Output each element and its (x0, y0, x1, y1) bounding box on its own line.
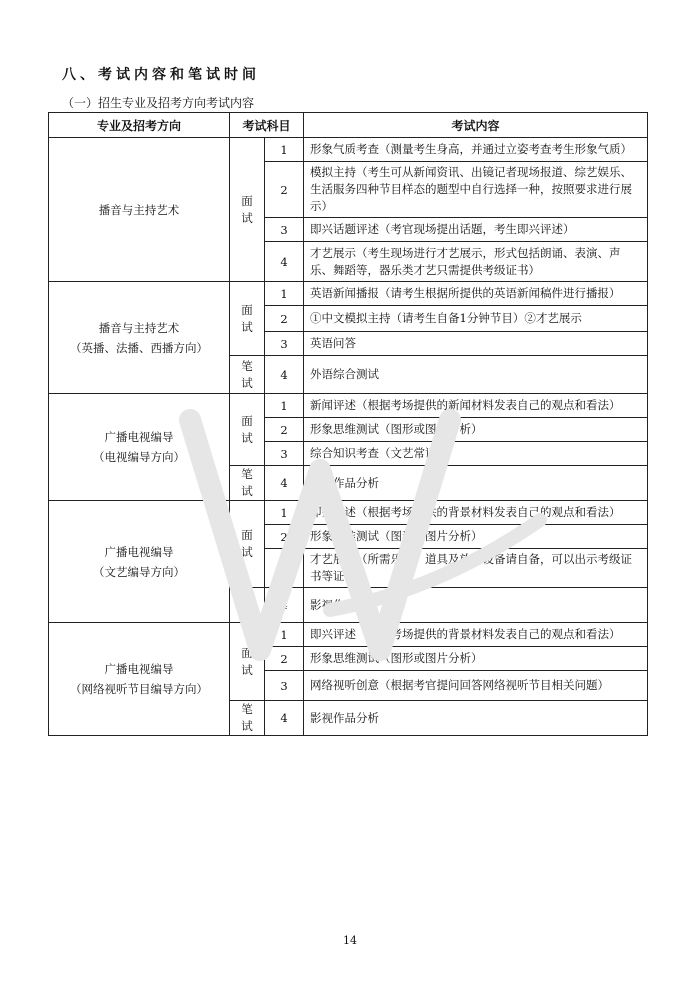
exam-type-cell (230, 282, 265, 356)
item-content: 即兴评述（根据考场提供的背景材料发表自己的观点和看法） (304, 501, 648, 525)
table-row (49, 394, 648, 418)
item-content: 影视作品分析 (304, 588, 648, 623)
item-number: 4 (265, 701, 304, 736)
item-content: 新闻评述（根据考场提供的新闻材料发表自己的观点和看法） (304, 394, 648, 418)
exam-type-label: 笔试 (241, 702, 253, 733)
table-header-row (49, 113, 648, 138)
exam-type-cell (230, 501, 265, 588)
item-content: 形象思维测试（图形或图片分析） (304, 418, 648, 442)
exam-type-label: 面试 (241, 528, 253, 559)
exam-type-cell (230, 588, 265, 623)
major-line: （英播、法播、西播方向） (70, 340, 208, 355)
item-content: 综合知识考查（文艺常识） (304, 442, 648, 466)
item-number: 1 (265, 394, 304, 418)
major-cell (49, 394, 230, 501)
page-number: 14 (343, 934, 357, 947)
item-content: 即兴话题评述（考官现场提出话题，考生即兴评述） (304, 218, 648, 242)
item-number: 3 (265, 671, 304, 701)
major-line: 播音与主持艺术 (98, 202, 180, 217)
item-content: 形象思维测试（图形或图片分析） (304, 647, 648, 671)
exam-content-table (48, 112, 648, 736)
item-content: 模拟主持（考生可从新闻资讯、出镜记者现场报道、综艺娱乐、生活服务四种节目样态的题型中自行选择一种，按照要求进行展示） (304, 162, 648, 218)
major-cell (49, 623, 230, 736)
item-number: 3 (265, 332, 304, 356)
exam-type-label: 面试 (241, 413, 253, 445)
item-content: 即兴评述（根据考场提供的背景材料发表自己的观点和看法） (304, 623, 648, 647)
item-content: ①中文模拟主持（请考生自备1分钟节目）②才艺展示 (304, 306, 648, 332)
item-content: 影视作品分析 (304, 466, 648, 501)
major-cell (49, 138, 230, 282)
exam-type-label: 面试 (241, 645, 253, 677)
major-cell (49, 282, 230, 394)
table-row (49, 282, 648, 306)
header-major: 专业及招考方向 (49, 113, 230, 138)
major-line: （电视编导方向） (93, 450, 185, 464)
item-content: 网络视听创意（根据考官提问回答网络视听节目相关问题） (304, 671, 648, 701)
exam-type-cell (230, 466, 265, 501)
exam-type-label: 面试 (241, 193, 253, 225)
item-number: 4 (265, 588, 304, 623)
exam-type-cell (230, 394, 265, 466)
major-line: 广播电视编导 (104, 430, 174, 444)
table-body (49, 138, 648, 736)
item-content: 英语问答 (304, 332, 648, 356)
item-content: 影视作品分析 (304, 701, 648, 736)
item-number: 2 (265, 525, 304, 549)
item-number: 2 (265, 647, 304, 671)
table-row (49, 623, 648, 647)
item-number: 2 (265, 418, 304, 442)
exam-type-cell (230, 701, 265, 736)
item-number: 4 (265, 466, 304, 501)
item-number: 4 (265, 356, 304, 394)
item-content: 形象思维测试（图形或图片分析） (304, 525, 648, 549)
header-subject: 考试科目 (230, 113, 304, 138)
section-heading: 八、考试内容和笔试时间 (62, 67, 260, 83)
header-content: 考试内容 (304, 113, 648, 138)
item-number: 1 (265, 623, 304, 647)
item-content: 英语新闻播报（请考生根据所提供的英语新闻稿件进行播报） (304, 282, 648, 306)
exam-type-label: 笔试 (241, 589, 253, 620)
item-number: 1 (265, 138, 304, 162)
exam-type-cell (230, 138, 265, 282)
major-cell (49, 501, 230, 623)
exam-type-label: 笔试 (241, 358, 253, 390)
major-line: 广播电视编导 (104, 662, 174, 676)
exam-type-cell (230, 356, 265, 394)
item-number: 3 (265, 218, 304, 242)
table-row (49, 138, 648, 162)
major-line: 广播电视编导 (104, 544, 174, 559)
item-number: 3 (265, 549, 304, 588)
item-number: 2 (265, 306, 304, 332)
table-caption: （一）招生专业及招考方向考试内容 (62, 96, 255, 110)
item-number: 2 (265, 162, 304, 218)
item-number: 3 (265, 442, 304, 466)
exam-type-label: 面试 (241, 302, 253, 334)
item-content: 外语综合测试 (304, 356, 648, 394)
table-row (49, 501, 648, 525)
major-line: （网络视听节目编导方向） (70, 682, 208, 696)
major-line: 播音与主持艺术 (98, 320, 180, 335)
exam-type-label: 笔试 (241, 467, 253, 498)
exam-type-cell (230, 623, 265, 701)
item-number: 4 (265, 242, 304, 282)
item-content: 才艺展示（考生现场进行才艺展示，形式包括朗诵、表演、声乐、舞蹈等，器乐类才艺只需提供考级证书） (304, 242, 648, 282)
item-number: 1 (265, 282, 304, 306)
major-line: （文艺编导方向） (93, 564, 185, 579)
item-content: 形象气质考查（测量考生身高，并通过立姿考查考生形象气质） (304, 138, 648, 162)
item-content: 才艺展示（所需乐器、道具及放音设备请自备，可以出示考级证书等证明） (304, 549, 648, 588)
item-number: 1 (265, 501, 304, 525)
